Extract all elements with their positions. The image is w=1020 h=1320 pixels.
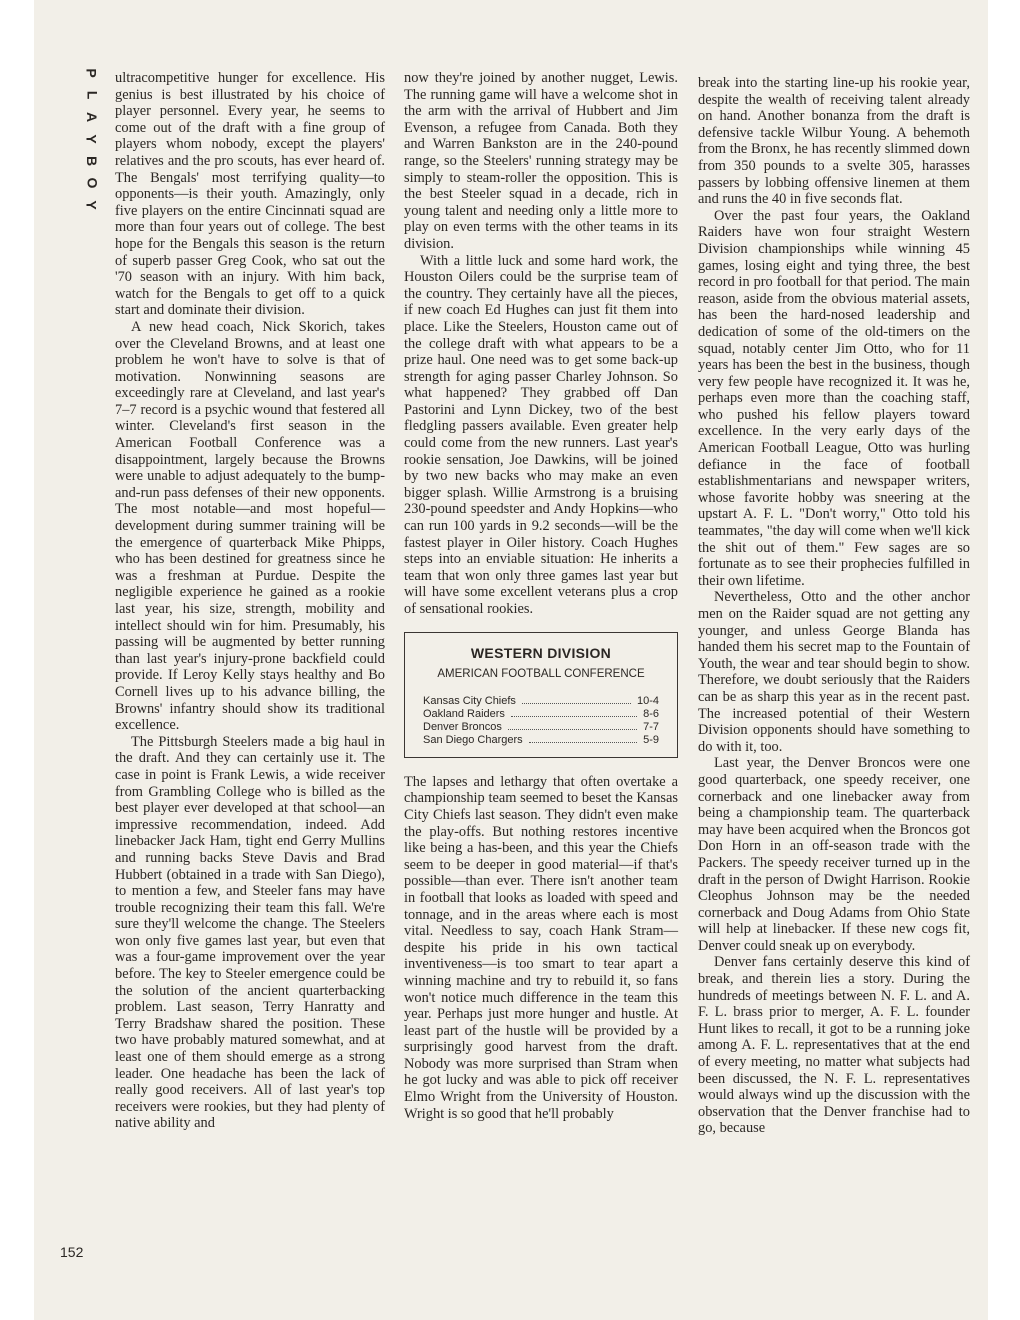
team-name: Oakland Raiders bbox=[423, 707, 505, 720]
leader-dots bbox=[529, 742, 637, 743]
running-head-letter: A bbox=[84, 111, 100, 123]
article-column-1 bbox=[115, 70, 385, 1132]
team-record: 8-6 bbox=[643, 707, 659, 720]
team-record: 5-9 bbox=[643, 733, 659, 746]
running-head-letter: B bbox=[84, 155, 100, 167]
article-paragraph: Nevertheless, Otto and the other anchor men on the Raider squad are not getting any younger, and unless George Blanda has handed them his secret map to the Fountain of Youth, the wear and tear should begin to show. Therefore, we doubt seriously that the Raiders can be as sharp this year as in the recent past. The increased potential of their Western Division opponents should have something to do with it, too. bbox=[698, 589, 970, 755]
article-column-3 bbox=[698, 75, 970, 1137]
article-paragraph: Over the past four years, the Oakland Raiders have won four straight Western Division championships while winning 45 games, losing eight and tying three, the best record in pro football for that period. The main reason, aside from the obvious material assets, has been the hard-nosed leadership and dedication of some of the old-timers on the squad, notably center Jim Otto, who for 11 years has been the best in the business, though very few people have recognized it. It was he, perhaps even more than the coaching staff, who pushed his fellow players toward excellence. In the very early days of the American Football League, Otto was hurling defiance in the face of football establishmentarians and newspaper writers, whose favorite hobby was sneering at the upstart A. F. L. "Don't worry," Otto told his teammates, "the day will come when we'll kick the shit out of them." Few sages are so fortunate as to see their prophecies fulfilled in their own lifetime. bbox=[698, 207, 970, 589]
running-head-letter: L bbox=[84, 90, 100, 100]
article-column-2 bbox=[404, 70, 678, 1122]
article-paragraph: A new head coach, Nick Skorich, takes over the Cleveland Browns, and at least one problem he won't have to solve is that of motivation. Nonwinning seasons are exceedingly rare at Cleveland, and last year's 7–7 record is a psychic wound that festered all winter. Cleveland's first season in the American Football Conference was a disappointment, largely because the Browns were unable to adjust adequately to the bump-and-run pass defenses of their new opponents. The most notable—and most hopeful—development during summer training will be the emergence of quarterback Mike Phipps, who has been destined for greatness since he was a freshman at Purdue. Despite the negligible experience he gained as a rookie last year, his size, strength, mobility and intellect should win for him. Presumably, his passing will be augmented by better running than last year's injury-prone backfield could provide. If Leroy Kelly stays healthy and Bo Cornell lives up to his advance billing, the Browns' infantry should show its traditional excellence. bbox=[115, 318, 385, 734]
standings-row bbox=[419, 734, 663, 747]
leader-dots bbox=[522, 703, 631, 704]
article-paragraph: With a little luck and some hard work, the Houston Oilers could be the surprise team of the country. They certainly have all the pieces, if new coach Ed Hughes can just fit them into place. Like the Steelers, Houston came out of the college draft with what appears to be a prize haul. One need was to get some back-up strength for aging passer Charley Johnson. So what happened? They grabbed off Dan Pastorini and Lynn Dickey, two of the best fledgling passers available. Even greater help could come from the new runners. Last year's rookie sensation, Joe Dawkins, will be joined by two new backs who may make an even bigger splash. Willie Armstrong is a bruising 230-pound speedster and Andy Hopkins—who can run 100 yards in 9.2 seconds—will be the fastest player in Oiler history. Coach Hughes steps into an enviable situation: He inherits a team that won only three games last year but will have some excellent veterans plus a crop of sensational rookies. bbox=[404, 252, 678, 617]
team-name: Denver Broncos bbox=[423, 720, 502, 733]
leader-dots bbox=[508, 729, 637, 730]
standings-box bbox=[404, 632, 678, 758]
standings-subtitle: AMERICAN FOOTBALL CONFERENCE bbox=[437, 668, 645, 681]
team-record: 10-4 bbox=[636, 694, 659, 707]
article-paragraph: Last year, the Denver Broncos were one good quarterback, one speedy receiver, one cornerback and one linebacker away from being a championship team. The quarterback may have been acquired when the Broncos got Don Horn in an off-season trade with the Packers. The speedy receiver turned up in the draft in the person of Dwight Harrison. Rookie Cleophus Johnson may be the needed cornerback and Doug Adams from Ohio State will help at linebacker. If these new cogs fit, Denver could sneak up on everybody. bbox=[698, 755, 970, 954]
article-paragraph: break into the starting line-up his rookie year, despite the wealth of receiving talent already on hand. Another bonanza from the draft is defensive tackle Wilbur Young. A behemoth from the Bronx, he has recently slimmed down from 350 pounds to a svelte 305, harasses passers by lobbing offensive linemen at them and runs the 40 in five seconds flat. bbox=[698, 75, 970, 208]
article-paragraph: The Pittsburgh Steelers made a big haul in the draft. And they can certainly use it. The case in point is Frank Lewis, a wide receiver from Grambling College who is billed as the best player ever developed at that school—an impressive recommendation, indeed. Add linebacker Jack Ham, tight end Gerry Mullins and running backs Steve Davis and Brad Hubbert (obtained in a trade with San Diego), to mention a few, and Steeler fans may have trouble recognizing their team this fall. We're sure they'll welcome the change. The Steelers won only five games last year, but even that was a four-game improvement over the year before. The key to Steeler emergence could be the solution of the ancient quarterbacking problem. Last season, Terry Hanratty and Terry Bradshaw shared the position. These two have probably matured somewhat, and at least one of them should emerge as a strong leader. One headache has been the lack of really good receivers. All of last year's top receivers were rookies, but they had plenty of native ability and bbox=[115, 733, 385, 1132]
article-paragraph: Denver fans certainly deserve this kind of break, and therein lies a story. During the hundreds of meetings between N. F. L. and A. F. L. brass prior to merger, A. F. L. founder Hunt likes to recall, it got to be a running joke among A. F. L. representatives that at the end of every meeting, no matter what subjects had been discussed, the N. F. L. representatives would always wind up the discussion with the observation that the Denver franchise had to go, because bbox=[698, 954, 970, 1137]
standings-row bbox=[419, 695, 663, 708]
standings-title: WESTERN DIVISION bbox=[470, 644, 612, 661]
page-number: 152 bbox=[60, 1244, 84, 1260]
team-record: 7-7 bbox=[643, 720, 659, 733]
standings-row bbox=[419, 708, 663, 721]
article-paragraph: ultracompetitive hunger for excellence. His genius is best illustrated by his choice of player personnel. Every year, he seems to come out of the draft with a fine group of players whom nobody, except the players' relatives and the pro scouts, has ever heard of. The Bengals' most terrifying quality—to opponents—is their youth. Amazingly, only five players on the entire Cincinnati squad are more than four years out of college. The best hope for the Bengals this season is the return of superb passer Greg Cook, who sat out the '70 season with an injury. With him back, watch for the Bengals to get off to a quick start and dominate their division. bbox=[115, 70, 385, 319]
article-paragraph: The lapses and lethargy that often overtake a championship team seemed to beset the Kansas City Chiefs last season. They didn't even make the play-offs. But nothing restores incentive like being a has-been, and this year the Chiefs seem to be deeper in good material—if that's possible—than ever. There isn't another team in football that looks as loaded with speed and tonnage, and in the areas where each is most vital. Needless to say, coach Hank Stram—despite his pride in his own tactical inventiveness—is too smart to tear apart a winning machine and try to rebuild it, so fans won't notice much difference in the team this year. Perhaps just more hunger and hustle. At least part of the hustle will be provided by a surprisingly good harvest from the draft. Nobody was more surprised than Stram when he got lucky and was able to pick off receiver Elmo Wright from the University of Houston. Wright is so good that he'll probably bbox=[404, 773, 678, 1122]
team-name: San Diego Chargers bbox=[423, 733, 523, 746]
article-paragraph: now they're joined by another nugget, Lewis. The running game will have a welcome shot in the arm with the arrival of Hubbert and Jim Evenson, a refugee from Canada. Both they and Warren Bankston are in the 240-pound range, so the Steelers' running strategy may be simply to steam-roller the opposition. This is the best Steeler squad in a decade, rich in young talent and needing only a little more to play on even terms with the other teams in its division. bbox=[404, 70, 678, 252]
running-head-letter: Y bbox=[84, 134, 100, 144]
standings-row bbox=[419, 721, 663, 734]
team-name: Kansas City Chiefs bbox=[423, 694, 516, 707]
running-head-letter: P bbox=[84, 68, 100, 78]
magazine-running-head bbox=[84, 62, 100, 216]
running-head-letter: Y bbox=[84, 200, 100, 210]
leader-dots bbox=[511, 716, 637, 717]
running-head-letter: O bbox=[83, 177, 100, 189]
